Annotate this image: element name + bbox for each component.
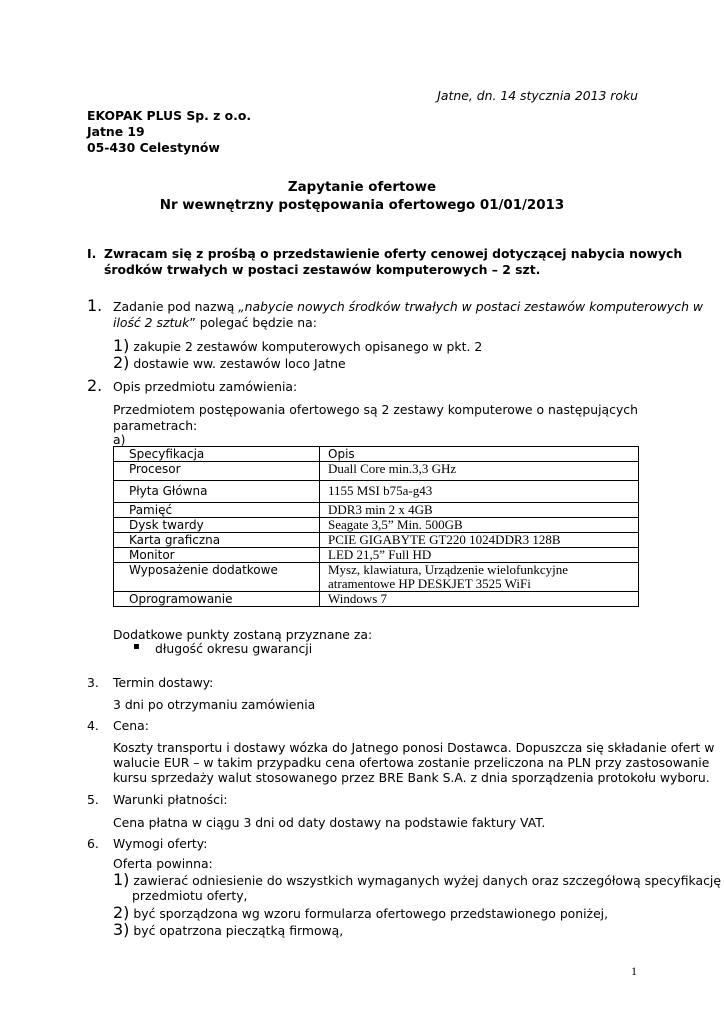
sub-text: zawierać odniesienie do wszystkich wymaganych wyżej danych oraz szczegółową specyfikację <box>133 873 721 888</box>
table-row <box>114 548 639 563</box>
table-cell-desc: PCIE GIGABYTE GT220 1024DDR3 128B <box>320 533 639 548</box>
item4-line3: kursu sprzedaży walut stosowanego przez BRE Bank S.A. z dnia sporządzenia protokołu wyboru. <box>113 770 710 785</box>
item4-line2: walucie EUR – w takim przypadku cena ofertowa zostanie przeliczona na PLN przy zastosowanie <box>113 755 710 770</box>
table-header-row <box>114 447 639 462</box>
spec-table <box>113 446 639 607</box>
item-number: 4. <box>87 718 99 733</box>
table-cell-spec: Procesor <box>114 462 320 481</box>
table-cell-desc: Seagate 3,5” Min. 500GB <box>320 518 639 533</box>
item-number: 5. <box>87 792 99 807</box>
table-cell-spec: Monitor <box>114 548 320 563</box>
item-number: 6. <box>87 836 99 851</box>
place-date: Jatne, dn. 14 stycznia 2013 roku <box>437 88 638 103</box>
item4-line1: Koszty transportu i dostawy wózka do Jatnego ponosi Dostawca. Dopuszcza się składanie ofert w <box>113 740 715 755</box>
table-cell-spec: Dysk twardy <box>114 518 320 533</box>
item5-text: Cena płatna w ciągu 3 dni od daty dostawy na podstawie faktury VAT. <box>113 815 546 830</box>
table-cell-desc-line2: atramentowe HP DESKJET 3525 WiFi <box>328 576 531 591</box>
sub-text: dostawie ww. zestawów loco Jatne <box>133 356 346 371</box>
table-cell-spec <box>114 563 320 592</box>
sub-number: 1) <box>113 870 130 889</box>
table-row <box>114 563 639 592</box>
table-cell-spec-text: Wyposażenie dodatkowe <box>129 563 278 577</box>
item-number: 3. <box>87 675 99 690</box>
item-number: 2. <box>87 376 103 395</box>
table-cell-desc: 1155 MSI b75a-g43 <box>320 481 639 503</box>
table-cell-desc <box>320 563 639 592</box>
item3-heading: Termin dostawy: <box>113 675 214 690</box>
table-cell-desc-line1: Mysz, klawiatura, Urządzenie wielofunkcyjne <box>328 562 569 577</box>
table-row <box>114 592 639 607</box>
item2-heading: Opis przedmiotu zamówienia: <box>113 379 298 394</box>
table-cell-desc: Windows 7 <box>320 592 639 607</box>
company-address-line2: 05-430 Celestynów <box>87 140 220 155</box>
table-cell-spec: Karta graficzna <box>114 533 320 548</box>
table-row <box>114 481 639 503</box>
table-header-cell: Opis <box>320 447 639 462</box>
page-number: 1 <box>631 964 637 978</box>
bullet-icon: ▪ <box>133 641 140 652</box>
table-cell-spec: Pamięć <box>114 503 320 518</box>
sub-number: 3) <box>113 920 130 939</box>
item1-text-cont <box>113 315 317 330</box>
item3-text: 3 dni po otrzymaniu zamówienia <box>113 697 316 712</box>
item1-text <box>113 299 703 314</box>
sub-number: 2) <box>113 903 130 922</box>
section-i-line1: Zwracam się z prośbą o przedstawienie oferty cenowej dotyczącej nabycia nowych <box>104 246 683 261</box>
item6-intro: Oferta powinna: <box>113 856 213 871</box>
item2-intro-line1: Przedmiotem postępowania ofertowego są 2 zestawy komputerowe o następujących <box>113 402 638 417</box>
item2-intro-line2: parametrach: <box>113 418 198 433</box>
item1-text-a: Zadanie pod nazwą <box>113 299 239 314</box>
table-row <box>114 533 639 548</box>
sub-number: 2) <box>113 353 130 372</box>
section-marker: I. <box>87 246 97 261</box>
sub-text: być opatrzona pieczątką firmową, <box>133 923 344 938</box>
item1-task-name: „nabycie nowych środków trwałych w postaci zestawów komputerowych w <box>238 299 703 314</box>
table-row <box>114 462 639 481</box>
table-row <box>114 503 639 518</box>
item6-heading: Wymogi oferty: <box>113 836 208 851</box>
section-i-line2: środków trwałych w postaci zestawów komputerowych – 2 szt. <box>104 262 541 277</box>
table-header-cell: Specyfikacja <box>114 447 320 462</box>
item2-label-a: a) <box>113 432 126 447</box>
sub-text: zakupie 2 zestawów komputerowych opisanego w pkt. 2 <box>133 339 483 354</box>
company-name: EKOPAK PLUS Sp. z o.o. <box>87 108 252 123</box>
sub-text: być sporządzona wg wzoru formularza ofertowego przedstawionego poniżej, <box>133 906 609 921</box>
item1-sub2 <box>113 353 346 372</box>
item6-sub3 <box>113 920 343 939</box>
item6-sub1-cont: przedmiotu oferty, <box>132 888 248 903</box>
table-cell-spec: Oprogramowanie <box>114 592 320 607</box>
item1-text-d: ” polegać będzie na: <box>189 315 317 330</box>
item5-heading: Warunki płatności: <box>113 792 228 807</box>
sub-number: 1) <box>113 336 130 355</box>
table-cell-desc: LED 21,5” Full HD <box>320 548 639 563</box>
item4-heading: Cena: <box>113 718 149 733</box>
table-cell-spec: Płyta Główna <box>114 481 320 503</box>
table-cell-desc: Duall Core min.3,3 GHz <box>320 462 639 481</box>
item1-task-name-end: ilość 2 sztuk <box>113 315 190 330</box>
document-title: Zapytanie ofertowe <box>287 180 437 195</box>
extra-points-label: Dodatkowe punkty zostaną przyznane za: <box>113 627 373 642</box>
company-address-line1: Jatne 19 <box>87 124 145 139</box>
document-subtitle: Nr wewnętrzny postępowania ofertowego 01/01/2013 <box>159 198 565 213</box>
extra-points-item: długość okresu gwarancji <box>155 641 313 656</box>
item6-sub1 <box>113 870 721 889</box>
table-row <box>114 518 639 533</box>
table-cell-desc: DDR3 min 2 x 4GB <box>320 503 639 518</box>
item-number: 1. <box>87 296 103 315</box>
